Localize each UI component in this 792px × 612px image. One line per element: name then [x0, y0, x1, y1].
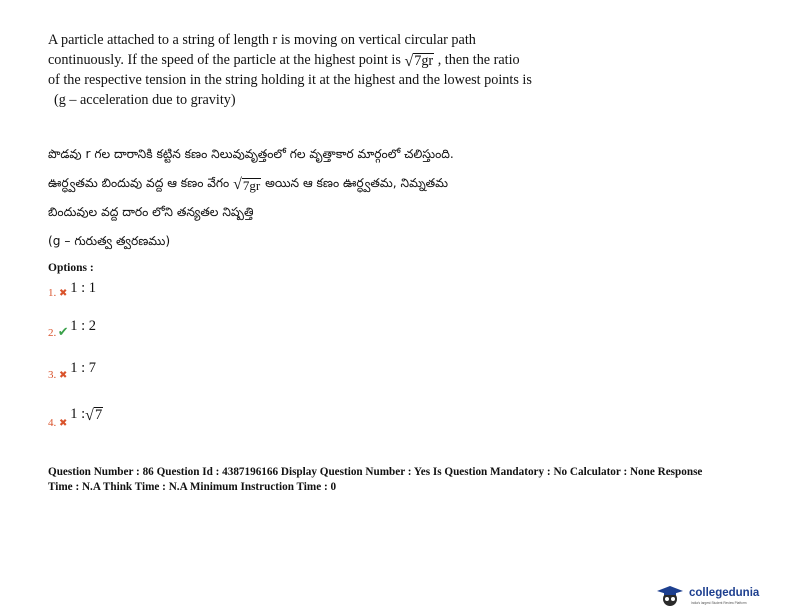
question-te-line-2: [48, 169, 588, 198]
cross-icon: ✖: [59, 418, 68, 429]
radical-sign-icon: √: [85, 407, 94, 424]
sqrt-radicand: 7: [94, 407, 103, 424]
metadata-line-2: Time : N.A Think Time : N.A Minimum Instruction Time : 0: [48, 481, 337, 493]
sqrt-expression: [233, 177, 261, 193]
collegedunia-logo: [655, 584, 789, 608]
radical-sign-icon: √: [404, 53, 414, 70]
question-te-line-3: బిందువుల వద్ద దారం లోని తన్యతల నిష్పత్తి: [48, 205, 254, 219]
option-3[interactable]: [48, 360, 97, 383]
option-4[interactable]: [48, 406, 103, 432]
option-value: 1 : 1: [70, 280, 97, 296]
option-value: 1 : 2: [70, 318, 97, 334]
options-heading: Options :: [48, 262, 94, 274]
cross-icon: ✖: [59, 370, 68, 381]
question-en-line-1: A particle attached to a string of length r is moving on vertical circular path: [48, 32, 476, 48]
graduate-cap-icon: [655, 585, 685, 607]
question-en-line-3: of the respective tension in the string holding it at the highest and the lowest points is: [48, 72, 532, 88]
option-value-pre: 1 :: [70, 406, 86, 422]
option-2[interactable]: [48, 318, 97, 341]
sqrt-expression: [404, 53, 434, 70]
logo-wordmark: collegedunia: [689, 587, 760, 599]
option-number: 4.: [48, 417, 57, 429]
option-value: 1 : 7: [70, 360, 97, 376]
question-en-line-2-post: , then the ratio: [437, 52, 520, 68]
question-te-line-2-post: అయిన ఆ కణం ఊర్ధ్వతమ, నిమ్నతమ: [265, 176, 449, 190]
option-number: 3.: [48, 369, 57, 381]
question-english: [48, 30, 578, 110]
sqrt-expression: [85, 407, 103, 424]
option-value: [70, 406, 103, 422]
radical-sign-icon: √: [233, 176, 242, 193]
question-telugu: [48, 140, 588, 256]
question-te-line-1: పొడవు r గల దారానికి కట్టిన కణం నిలువువృత్తంలో గల వృత్తాకార మార్గంలో చలిస్తుంది.: [48, 147, 454, 161]
logo-tagline: India's largest Student Review Platform: [691, 601, 747, 605]
option-1[interactable]: [48, 280, 97, 301]
checkmark-icon: ✔: [57, 324, 69, 339]
cross-icon: ✖: [59, 288, 68, 299]
question-metadata: [48, 465, 768, 495]
option-number: 1.: [48, 287, 57, 299]
question-te-line-2-pre: ఊర్ధ్వతమ బిందువు వద్ద ఆ కణం వేగం: [48, 176, 230, 190]
question-te-line-4: (g – గురుత్వ త్వరణము): [48, 234, 171, 248]
question-en-line-2: [48, 50, 578, 70]
sqrt-radicand: 7gr: [414, 53, 434, 70]
question-en-line-2-pre: continuously. If the speed of the particle at the highest point is: [48, 52, 401, 68]
question-en-line-4: (g – acceleration due to gravity): [54, 92, 236, 108]
sqrt-radicand: 7gr: [242, 177, 261, 193]
option-number: 2.: [48, 327, 57, 339]
metadata-line-1: Question Number : 86 Question Id : 4387196166 Display Question Number : Yes Is Question Mandatory : No Calculator : None Response: [48, 466, 703, 478]
